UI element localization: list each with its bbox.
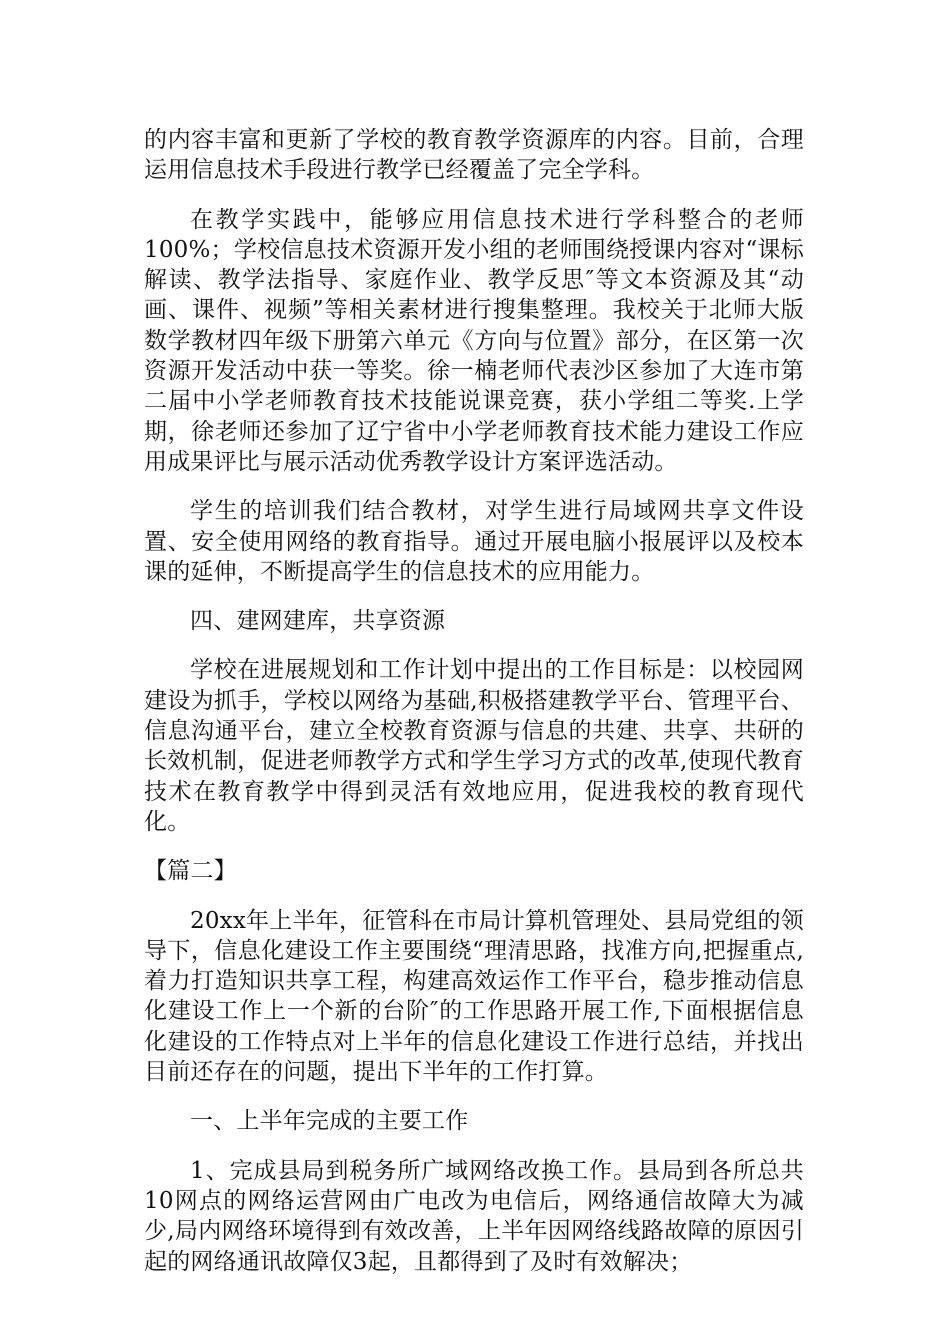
section-heading-main-work: 一、上半年完成的主要工作 (190, 1108, 469, 1135)
paragraph-continuation: 的内容丰富和更新了学校的教育教学资源库的内容。目前，合理运用信息技术手段进行教学已经覆盖了完全学科。 (144, 127, 804, 184)
section-marker-part-two: 【篇二】 (144, 858, 237, 885)
document-page (144, 125, 804, 1296)
paragraph-school-goals: 学校在进展规划和工作计划中提出的工作目标是：以校园网建设为抓手，学校以网络为基础,积极搭建教学平台、管理平台、信息沟通平台，建立全校教育资源与信息的共建、共享、共研的长效机制，促进老师教学方式和学生学习方式的改革,使现代教育技术在教育教学中得到灵活有效地应用，促进我校的教育现代化。 (144, 657, 804, 835)
paragraph-student-training: 学生的培训我们结合教材，对学生进行局域网共享文件设置、安全使用网络的教育指导。通过开展电脑小报展评以及校本课的延伸，不断提高学生的信息技术的应用能力。 (144, 498, 804, 585)
paragraph-teaching-practice: 在教学实践中，能够应用信息技术进行学科整合的老师100%；学校信息技术资源开发小组的老师围绕授课内容对“课标解读、教学法指导、家庭作业、教学反思″等文本资源及其“动画、课件、视频”等相关素材进行搜集整理。我校关于北师大版数学教材四年级下册第六单元《方向与位置》部分，在区第一次资源开发活动中获一等奖。徐一楠老师代表沙区参加了大连市第二届中小学老师教育技术技能说课竞赛，获小学组二等奖.上学期，徐老师还参加了辽宁省中小学老师教育技术能力建设工作应用成果评比与展示活动优秀教学设计方案评选活动。 (144, 206, 804, 475)
section-heading-network: 四、建网建库，共享资源 (190, 608, 446, 635)
paragraph-network-upgrade: 1、完成县局到税务所广域网络改换工作。县局到各所总共10网点的网络运营网由广电改为电信后，网络通信故障大为减少,局内网络环境得到有效改善，上半年因网络线路故障的原因引起的网络通讯故障仅3起，且都得到了及时有效解决； (144, 1157, 804, 1275)
paragraph-half-year-summary: 20xx年上半年，征管科在市局计算机管理处、县局党组的领导下，信息化建设工作主要围绕“理清思路，找准方向,把握重点,着力打造知识共享工程，构建高效运作工作平台，稳步推动信息化建设工作上一个新的台阶″的工作思路开展工作,下面根据信息化建设的工作特点对上半年的信息化建设工作进行总结，并找出目前还存在的问题，提出下半年的工作打算。 (144, 907, 804, 1086)
